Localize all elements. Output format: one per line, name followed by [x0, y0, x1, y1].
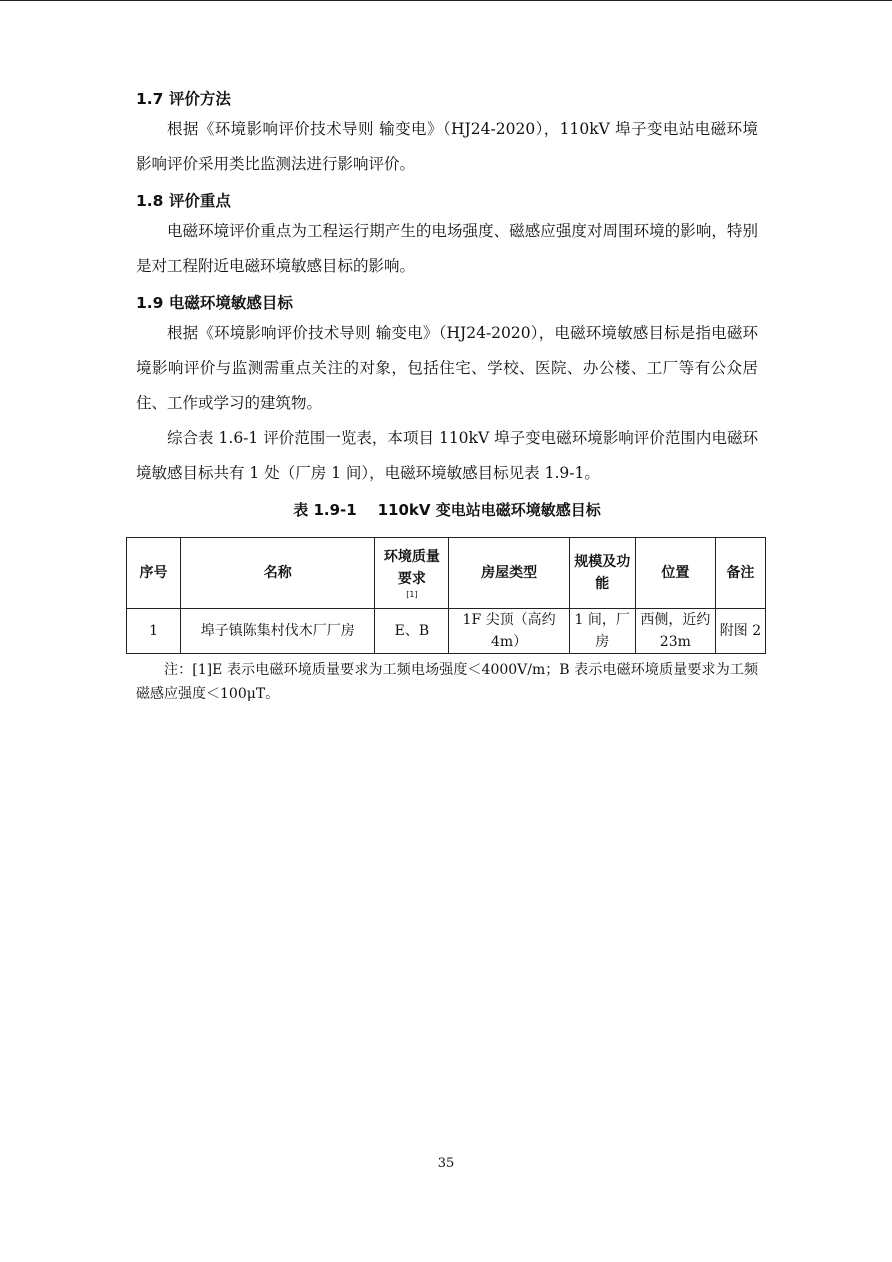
section-1-7 [136, 86, 758, 182]
cell-env-req: E、B [375, 609, 449, 654]
paragraph: 综合表 1.6-1 评价范围一览表，本项目 110kV 埠子变电磁环境影响评价范围内电磁环境敏感目标共有 1 处（厂房 1 间），电磁环境敏感目标见表 1.9-1。 [136, 429, 758, 482]
page-top-border [0, 0, 892, 1]
section-heading: 1.8 评价重点 [136, 192, 231, 210]
paragraph: 根据《环境影响评价技术导则 输变电》（HJ24-2020），电磁环境敏感目标是指电磁环境影响评价与监测需重点关注的对象，包括住宅、学校、医院、办公楼、工厂等有公众居住、工作或学习的建筑物。 [136, 324, 758, 412]
table-header-row [127, 538, 766, 609]
document-body [136, 86, 758, 523]
footnote-ref: [1] [406, 590, 418, 599]
table-footnote: 注：[1]E 表示电磁环境质量要求为工频电场强度＜4000V/m；B 表示电磁环境质量要求为工频磁感应强度＜100μT。 [136, 662, 758, 702]
header-scale: 规模及功能 [569, 538, 635, 609]
page-number: 35 [437, 1156, 455, 1171]
cell-scale: 1 间，厂房 [569, 609, 635, 654]
cell-remark: 附图 2 [715, 609, 765, 654]
header-position: 位置 [635, 538, 715, 609]
table-caption: 表 1.9-1 110kV 变电站电磁环境敏感目标 [293, 501, 601, 519]
paragraph: 根据《环境影响评价技术导则 输变电》（HJ24-2020），110kV 埠子变电站电磁环境影响评价采用类比监测法进行影响评价。 [136, 120, 758, 173]
table-row [127, 609, 766, 654]
paragraph: 电磁环境评价重点为工程运行期产生的电场强度、磁感应强度对周围环境的影响，特别是对工程附近电磁环境敏感目标的影响。 [136, 222, 758, 275]
section-1-8 [136, 188, 758, 284]
sensitive-targets-table [126, 537, 766, 654]
section-heading: 1.9 电磁环境敏感目标 [136, 294, 293, 312]
section-1-9 [136, 290, 758, 491]
header-name: 名称 [181, 538, 375, 609]
section-heading: 1.7 评价方法 [136, 90, 231, 108]
cell-position: 西侧，近约 23m [635, 609, 715, 654]
header-no: 序号 [127, 538, 181, 609]
header-remark: 备注 [715, 538, 765, 609]
cell-name: 埠子镇陈集村伐木厂厂房 [181, 609, 375, 654]
cell-no: 1 [127, 609, 181, 654]
header-env-req [375, 538, 449, 609]
header-env-req-label: 环境质量要求 [383, 549, 440, 587]
cell-house-type: 1F 尖顶（高约 4m） [449, 609, 569, 654]
header-house-type: 房屋类型 [449, 538, 569, 609]
